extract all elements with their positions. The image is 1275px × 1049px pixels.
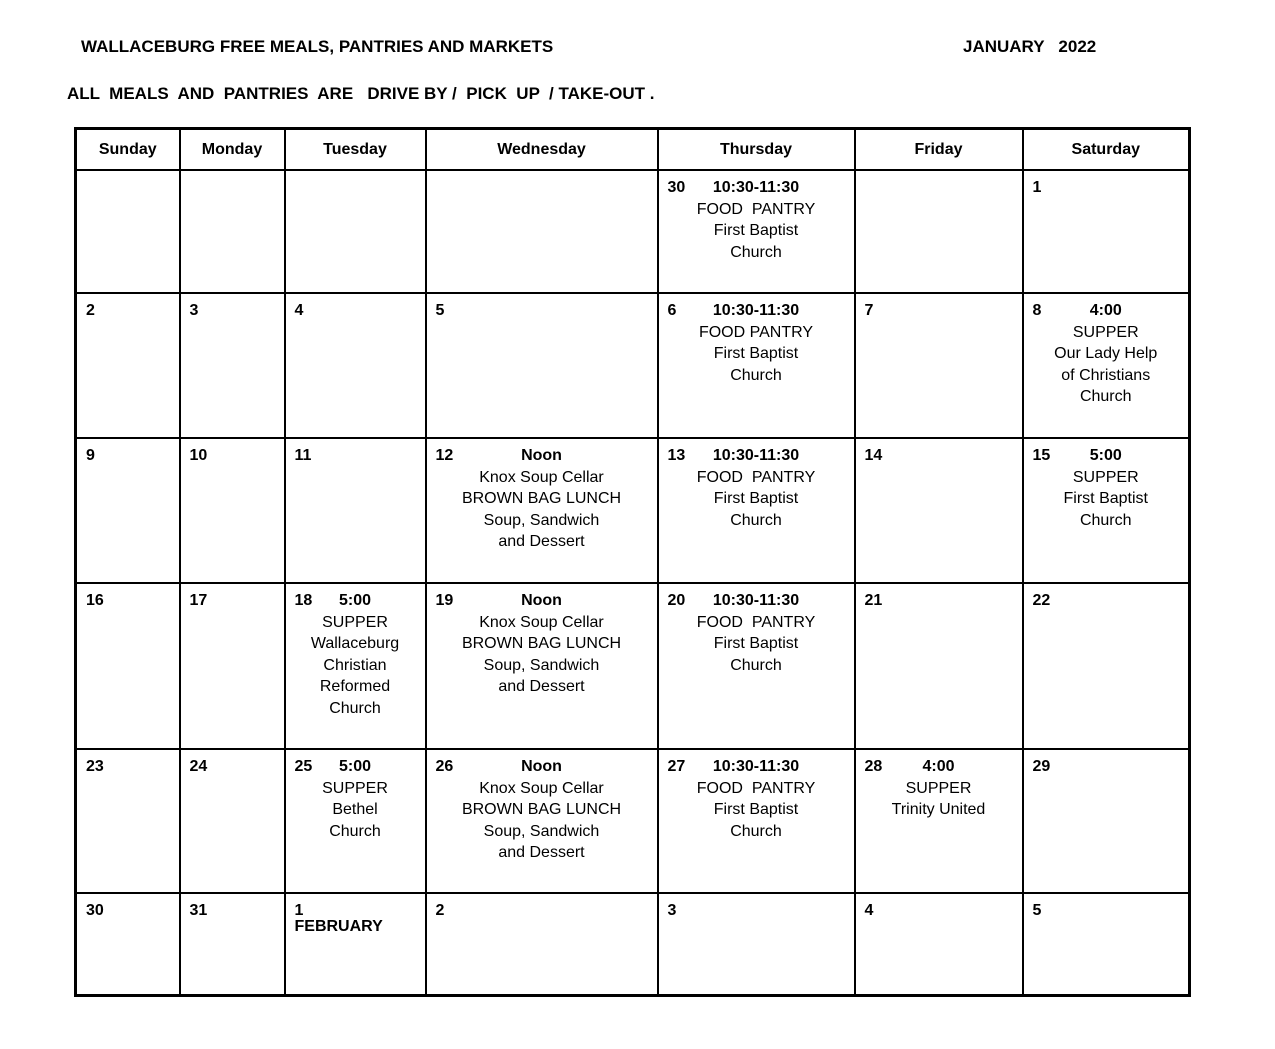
calendar-cell <box>658 293 855 438</box>
calendar-cell <box>658 583 855 749</box>
event-line: Knox Soup Cellar <box>479 779 604 797</box>
date-number: 26 <box>435 758 454 775</box>
date-number: 18 <box>294 592 313 609</box>
calendar-week-row <box>76 749 1190 893</box>
event-line: SUPPER <box>1072 468 1139 486</box>
date-number: 8 <box>1032 302 1042 319</box>
subtitle: ALL MEALS AND PANTRIES ARE DRIVE BY / PICK UP / TAKE-OUT . <box>67 84 655 103</box>
date-number: 30 <box>86 902 104 919</box>
date-number: 23 <box>86 758 104 775</box>
calendar-cell <box>76 893 180 996</box>
date-number: 2 <box>435 902 445 919</box>
calendar-cell <box>855 438 1023 583</box>
calendar-cell <box>285 583 426 749</box>
event-line: Church <box>730 366 782 384</box>
event-line: SUPPER <box>1072 323 1139 341</box>
event-line: SUPPER <box>322 779 388 797</box>
calendar-table <box>74 127 1191 997</box>
next-month-label: FEBRUARY <box>294 918 383 935</box>
calendar-cell <box>1023 583 1190 749</box>
date-number: 28 <box>864 758 883 775</box>
calendar-cell <box>285 893 426 996</box>
event-line: Knox Soup Cellar <box>479 613 604 631</box>
event-line: First Baptist <box>713 801 799 818</box>
day-header-tuesday: Tuesday <box>285 129 426 171</box>
event-line: Wallaceburg <box>310 635 400 652</box>
calendar-cell <box>76 293 180 438</box>
date-number: 6 <box>667 302 677 319</box>
event-line: and Dessert <box>498 844 585 861</box>
date-number: 13 <box>667 447 686 464</box>
date-number: 12 <box>435 447 454 464</box>
event-line: SUPPER <box>322 613 388 631</box>
event-time: Noon <box>521 758 562 775</box>
date-number: 4 <box>864 902 874 919</box>
page-title: WALLACEBURG FREE MEALS, PANTRIES AND MARKETS <box>81 37 554 56</box>
date-number: 10 <box>189 447 208 464</box>
calendar-week-row <box>76 170 1190 293</box>
calendar-cell <box>658 893 855 996</box>
calendar-cell <box>76 170 180 293</box>
event-line: Church <box>1079 511 1132 529</box>
event-line: Bethel <box>332 801 378 818</box>
date-number: 5 <box>435 302 445 319</box>
event-line: Church <box>730 822 782 840</box>
calendar-cell <box>855 170 1023 293</box>
event-line: BROWN BAG LUNCH <box>461 490 622 507</box>
calendar-cell <box>180 170 285 293</box>
calendar-cell <box>180 438 285 583</box>
date-number: 31 <box>189 902 208 919</box>
date-number: 20 <box>667 592 686 609</box>
event-time: 10:30-11:30 <box>712 302 800 319</box>
date-number: 24 <box>189 758 208 775</box>
event-line: and Dessert <box>498 533 585 550</box>
event-line: FOOD PANTRY <box>698 323 814 341</box>
calendar-cell <box>1023 293 1190 438</box>
event-line: Soup, Sandwich <box>483 822 600 840</box>
date-number: 15 <box>1032 447 1051 464</box>
calendar-cell <box>855 893 1023 996</box>
date-number: 21 <box>864 592 883 609</box>
event-line: FOOD PANTRY <box>696 779 816 797</box>
event-line: Church <box>730 243 782 261</box>
event-line: First Baptist <box>713 345 799 362</box>
event-line: FOOD PANTRY <box>696 613 816 631</box>
calendar-cell <box>1023 170 1190 293</box>
date-number: 3 <box>667 902 677 919</box>
date-number: 5 <box>1032 902 1042 919</box>
date-number: 3 <box>189 302 199 319</box>
event-line: First Baptist <box>1063 490 1148 507</box>
day-header-saturday: Saturday <box>1023 129 1190 171</box>
date-number: 17 <box>189 592 208 609</box>
date-number: 22 <box>1032 592 1051 609</box>
event-line: Knox Soup Cellar <box>479 468 604 486</box>
event-line: Soup, Sandwich <box>483 656 600 674</box>
calendar-cell <box>285 438 426 583</box>
calendar-cell <box>285 170 426 293</box>
day-header-wednesday: Wednesday <box>426 129 658 171</box>
calendar-cell <box>180 293 285 438</box>
event-line: SUPPER <box>905 779 972 797</box>
calendar-cell <box>658 438 855 583</box>
event-line: Christian <box>323 656 387 674</box>
event-time: 10:30-11:30 <box>712 758 800 775</box>
date-number: 9 <box>86 447 95 464</box>
event-time: 4:00 <box>922 758 955 775</box>
date-number: 25 <box>294 758 313 775</box>
calendar-cell <box>426 583 658 749</box>
calendar-week-row <box>76 893 1190 996</box>
event-line: Our Lady Help <box>1054 345 1158 362</box>
day-header-friday: Friday <box>855 129 1023 171</box>
calendar-cell <box>76 438 180 583</box>
event-time: 10:30-11:30 <box>712 179 800 196</box>
calendar-cell <box>426 438 658 583</box>
event-line: Church <box>730 656 782 674</box>
date-number: 16 <box>86 592 104 609</box>
event-time: 5:00 <box>338 758 372 775</box>
event-line: First Baptist <box>713 635 799 652</box>
date-number: 1 <box>1032 179 1042 196</box>
date-number: 11 <box>294 447 312 464</box>
date-number: 4 <box>294 302 304 319</box>
calendar-cell <box>426 893 658 996</box>
calendar-week-row <box>76 293 1190 438</box>
day-header-sunday: Sunday <box>76 129 180 171</box>
event-time: 5:00 <box>338 592 372 609</box>
calendar-cell <box>658 170 855 293</box>
event-line: BROWN BAG LUNCH <box>461 801 622 818</box>
event-line: First Baptist <box>713 490 799 507</box>
date-number: 27 <box>667 758 686 775</box>
calendar-cell <box>285 749 426 893</box>
event-line: Church <box>329 822 381 840</box>
event-line: Church <box>329 699 381 717</box>
event-line: Trinity United <box>891 801 986 818</box>
date-number: 2 <box>86 302 95 319</box>
day-header-thursday: Thursday <box>658 129 855 171</box>
day-header-row <box>76 129 1190 171</box>
event-line: FOOD PANTRY <box>696 200 816 218</box>
calendar-cell <box>76 749 180 893</box>
event-line: FOOD PANTRY <box>696 468 816 486</box>
calendar-week-row <box>76 438 1190 583</box>
event-line: of Christians <box>1061 366 1151 384</box>
calendar-cell <box>180 583 285 749</box>
date-number: 29 <box>1032 758 1051 775</box>
calendar-cell <box>426 293 658 438</box>
calendar-cell <box>855 583 1023 749</box>
event-time: Noon <box>521 447 562 464</box>
event-line: BROWN BAG LUNCH <box>461 635 622 652</box>
calendar-cell <box>426 749 658 893</box>
calendar-cell <box>855 293 1023 438</box>
calendar-cell <box>855 749 1023 893</box>
calendar-cell <box>285 293 426 438</box>
day-header-monday: Monday <box>180 129 285 171</box>
calendar-cell <box>1023 749 1190 893</box>
month-year-label: JANUARY 2022 <box>963 37 1097 56</box>
calendar-cell <box>180 893 285 996</box>
date-number: 7 <box>864 302 874 319</box>
event-line: and Dessert <box>498 678 585 695</box>
calendar-week-row <box>76 583 1190 749</box>
event-time: 4:00 <box>1089 302 1122 319</box>
event-line: Church <box>1079 388 1132 405</box>
date-number: 30 <box>667 179 686 196</box>
event-time: Noon <box>521 592 562 609</box>
calendar-cell <box>426 170 658 293</box>
event-time: 5:00 <box>1089 447 1122 464</box>
calendar-cell <box>76 583 180 749</box>
event-time: 10:30-11:30 <box>712 447 800 464</box>
event-line: Church <box>730 511 782 529</box>
event-line: Reformed <box>319 678 391 695</box>
calendar-cell <box>658 749 855 893</box>
date-number: 19 <box>435 592 454 609</box>
event-time: 10:30-11:30 <box>712 592 800 609</box>
event-line: First Baptist <box>713 222 799 239</box>
calendar-cell <box>180 749 285 893</box>
date-number: 1 <box>294 902 304 919</box>
date-number: 14 <box>864 447 883 464</box>
calendar-cell <box>1023 893 1190 996</box>
event-line: Soup, Sandwich <box>483 511 600 529</box>
calendar-cell <box>1023 438 1190 583</box>
